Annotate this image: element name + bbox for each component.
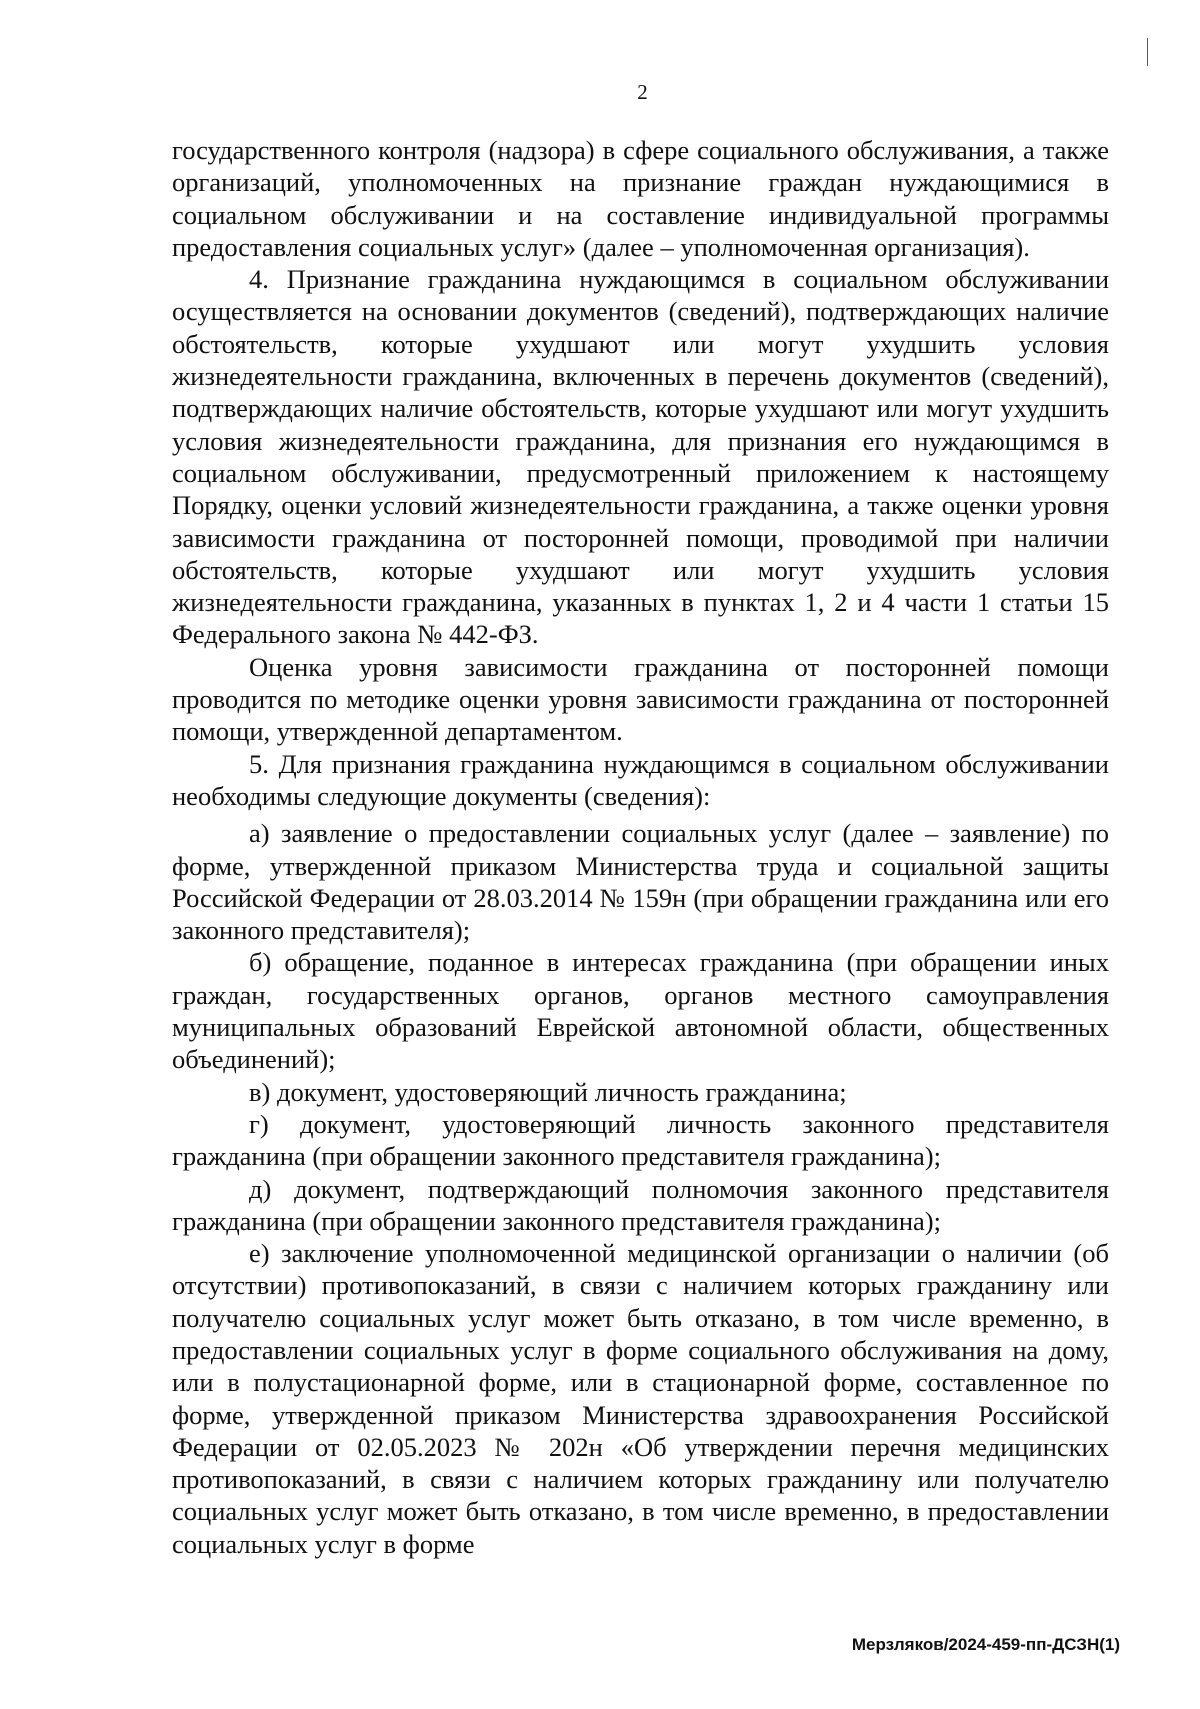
paragraph-item-4: 4. Признание гражданина нуждающимся в социальном обслуживании осуществляется на основании документов (сведений), подтверждающих наличие обстоятельств, которые ухудшают или могут ухудшить условия жизнедеятельности гражданина, включенных в перечень документов (сведений), подтверждающих наличие обстоятельств, которые ухудшают или могут ухудшить условия жизнедеятельности гражданина, для признания его нуждающимся в социальном обслуживании, предусмотренный приложением к настоящему Порядку, оценки условий жизнедеятельности гражданина, а также оценки уровня зависимости гражданина от посторонней помощи, проводимой при наличии обстоятельств, которые ухудшают или могут ухудшить условия жизнедеятельности гражданина, указанных в пунктах 1, 2 и 4 части 1 статьи 15 Федерального закона № 442-ФЗ.: [172, 264, 1109, 650]
document-body: [172, 134, 1109, 1560]
paragraph-continuation: государственного контроля (надзора) в сфере социального обслуживания, а также организаций, уполномоченных на признание граждан нуждающимися в социальном обслуживании и на составление индивидуальной программы предоставления социальных услуг» (далее – уполномоченная организация).: [172, 135, 1109, 262]
paragraph-item-5: 5. Для признания гражданина нуждающимся в социальном обслуживании необходимы следующие документы (сведения):: [172, 748, 1109, 811]
scan-edge-mark: [1147, 38, 1148, 66]
list-item-g: г) документ, удостоверяющий личность законного представителя гражданина (при обращении законного представителя гражданина);: [172, 1108, 1109, 1172]
list-item-a: а) заявление о предоставлении социальных услуг (далее – заявление) по форме, утвержденной приказом Министерства труда и социальной защиты Российской Федерации от 28.03.2014 № 159н (при обращении гражданина или его законного представителя);: [172, 818, 1109, 946]
paragraph-assessment: Оценка уровня зависимости гражданина от посторонней помощи проводится по методике оценки уровня зависимости гражданина от посторонней помощи, утвержденной департаментом.: [172, 651, 1109, 747]
list-item-v: в) документ, удостоверяющий личность гражданина;: [249, 1076, 847, 1107]
list-item-b: б) обращение, поданное в интересах гражданина (при обращении иных граждан, государственных органов, органов местного самоуправления муниципальных образований Еврейской автономной области, общественных объединений);: [172, 947, 1109, 1075]
list-item-d: д) документ, подтверждающий полномочия законного представителя гражданина (при обращении законного представителя гражданина);: [172, 1173, 1109, 1236]
list-item-e: е) заключение уполномоченной медицинской организации о наличии (об отсутствии) противопоказаний, в связи с наличием которых гражданину или получателю социальных услуг может быть отказано, в том числе временно, в предоставлении социальных услуг в форме социального обслуживания на дому, или в полустационарной форме, или в стационарной форме, составленное по форме, утвержденной приказом Министерства здравоохранения Российской Федерации от 02.05.2023 № 202н «Об утверждении перечня медицинских противопоказаний, в связи с наличием которых гражданину или получателю социальных услуг может быть отказано, в том числе временно, в предоставлении социальных услуг в форме: [172, 1238, 1109, 1559]
document-registration-code: Мерзляков/2024-459-пп-ДСЗН(1): [851, 1635, 1120, 1654]
page-number: 2: [637, 80, 648, 104]
